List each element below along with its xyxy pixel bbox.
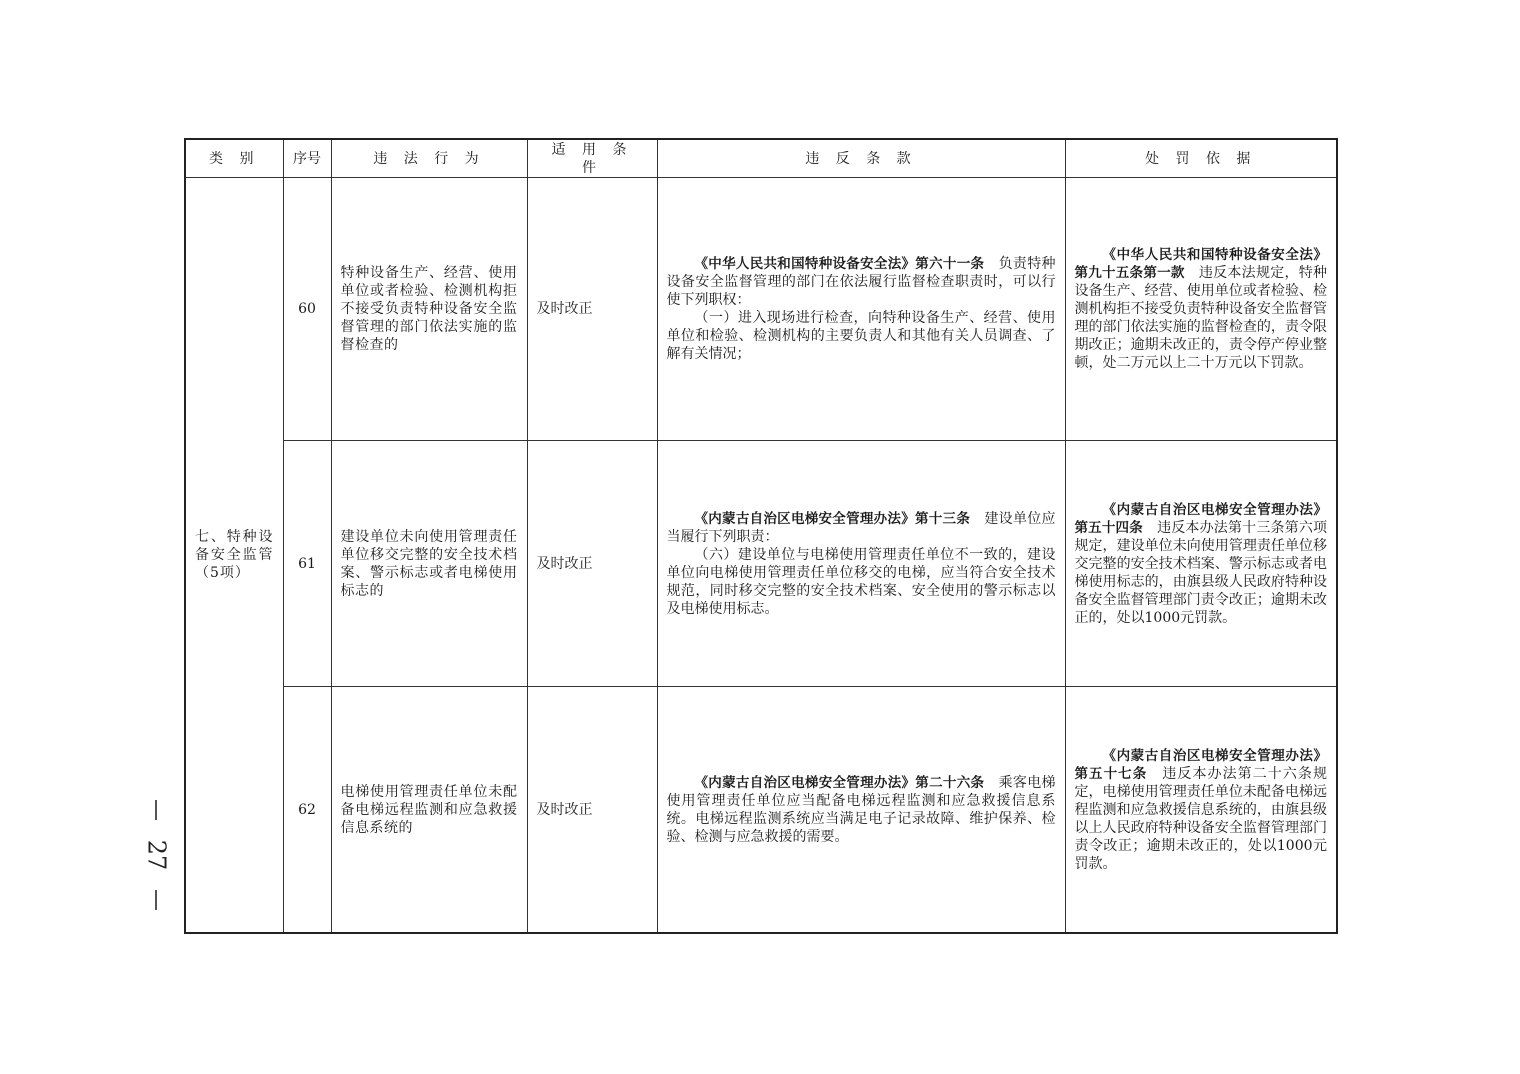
clause-text: 负责特种设备安全监督管理的部门在依法履行监督检查职责时，可以行使下列职权： xyxy=(666,256,1056,308)
page-number-dash-top xyxy=(155,800,156,820)
serial-cell: 61 xyxy=(283,441,331,687)
penalty-table xyxy=(184,138,1338,934)
page-number-text: 27 xyxy=(141,839,170,871)
basis-cell xyxy=(1065,687,1337,934)
page-number-dash-bottom xyxy=(155,890,156,910)
header-behavior: 违 法 行 为 xyxy=(331,139,527,178)
basis-cell xyxy=(1065,178,1337,441)
page-number xyxy=(136,800,176,910)
basis-cell xyxy=(1065,441,1337,687)
condition-cell: 及时改正 xyxy=(527,441,657,687)
clause-text: 建设单位应当履行下列职责： xyxy=(666,510,1056,545)
clause-item: （一）进入现场进行检查，向特种设备生产、经营、使用单位和检验、检测机构的主要负责人和其他有关人员调查、了解有关情况； xyxy=(666,310,1056,362)
header-condition: 适 用 条 件 xyxy=(527,139,657,178)
clause-law: 《内蒙古自治区电梯安全管理办法》第十三条 xyxy=(694,510,971,527)
basis-paragraph xyxy=(1075,747,1328,873)
condition-cell: 及时改正 xyxy=(527,178,657,441)
basis-law: 《内蒙古自治区电梯安全管理办法》第五十四条 xyxy=(1074,501,1327,536)
clause-paragraph xyxy=(667,510,1056,546)
serial-cell: 60 xyxy=(283,178,331,441)
basis-text: 违反本办法第二十六条规定，电梯使用管理责任单位未配备电梯远程监测和应急救援信息系统的，由旗县级以上人民政府特种设备安全监督管理部门责令改正；逾期未改正的，处以1000元罚款。 xyxy=(1074,765,1327,872)
clause-cell xyxy=(657,178,1065,441)
clause-item: （六）建设单位与电梯使用管理责任单位不一致的，建设单位向电梯使用管理责任单位移交的电梯，应当符合安全技术规范，同时移交完整的安全技术档案、安全使用的警示标志以及电梯使用标志。 xyxy=(666,546,1056,617)
basis-text: 违反本法规定，特种设备生产、经营、使用单位或者检验、检测机构拒不接受负责特种设备安全监督管理的部门依法实施的监督检查的，责令限期改正；逾期未改正的，责令停产停业整顿，处二万元以上二十万元以下罚款。 xyxy=(1074,265,1328,371)
clause-law: 《内蒙古自治区电梯安全管理办法》第二十六条 xyxy=(694,774,985,791)
basis-paragraph xyxy=(1075,246,1328,372)
header-row xyxy=(185,139,1337,178)
table-row xyxy=(185,687,1337,934)
condition-cell: 及时改正 xyxy=(527,687,657,934)
clause-text: 乘客电梯使用管理责任单位应当配备电梯远程监测和应急救援信息系统。电梯远程监测系统应当满足电子记录故障、维护保养、检验、检测与应急救援的需要。 xyxy=(666,774,1056,845)
category-cell: 七、特种设备安全监管（5项） xyxy=(185,178,283,934)
basis-law: 《内蒙古自治区电梯安全管理办法》第五十七条 xyxy=(1074,747,1327,782)
header-serial: 序号 xyxy=(283,139,331,178)
serial-cell: 62 xyxy=(283,687,331,934)
clause-paragraph xyxy=(667,255,1056,309)
clause-law: 《中华人民共和国特种设备安全法》第六十一条 xyxy=(694,256,985,272)
clause-cell xyxy=(657,687,1065,934)
clause-paragraph xyxy=(667,774,1056,846)
basis-text: 违反本办法第十三条第六项规定，建设单位未向使用管理责任单位移交完整的安全技术档案、警示标志或者电梯使用标志的，由旗县级人民政府特种设备安全监督管理部门责令改正；逾期未改正的，处以1000元罚款。 xyxy=(1074,519,1328,626)
behavior-cell: 电梯使用管理责任单位未配备电梯远程监测和应急救援信息系统的 xyxy=(331,687,527,934)
basis-law: 《中华人民共和国特种设备安全法》第九十五条第一款 xyxy=(1074,247,1327,281)
header-basis: 处 罚 依 据 xyxy=(1065,139,1337,178)
basis-paragraph xyxy=(1075,501,1328,627)
behavior-cell: 特种设备生产、经营、使用单位或者检验、检测机构拒不接受负责特种设备安全监督管理的部门依法实施的监督检查的 xyxy=(331,178,527,441)
table-row xyxy=(185,178,1337,441)
header-clause: 违 反 条 款 xyxy=(657,139,1065,178)
header-category: 类 别 xyxy=(185,139,283,178)
behavior-cell: 建设单位未向使用管理责任单位移交完整的安全技术档案、警示标志或者电梯使用标志的 xyxy=(331,441,527,687)
clause-cell xyxy=(657,441,1065,687)
table-row xyxy=(185,441,1337,687)
